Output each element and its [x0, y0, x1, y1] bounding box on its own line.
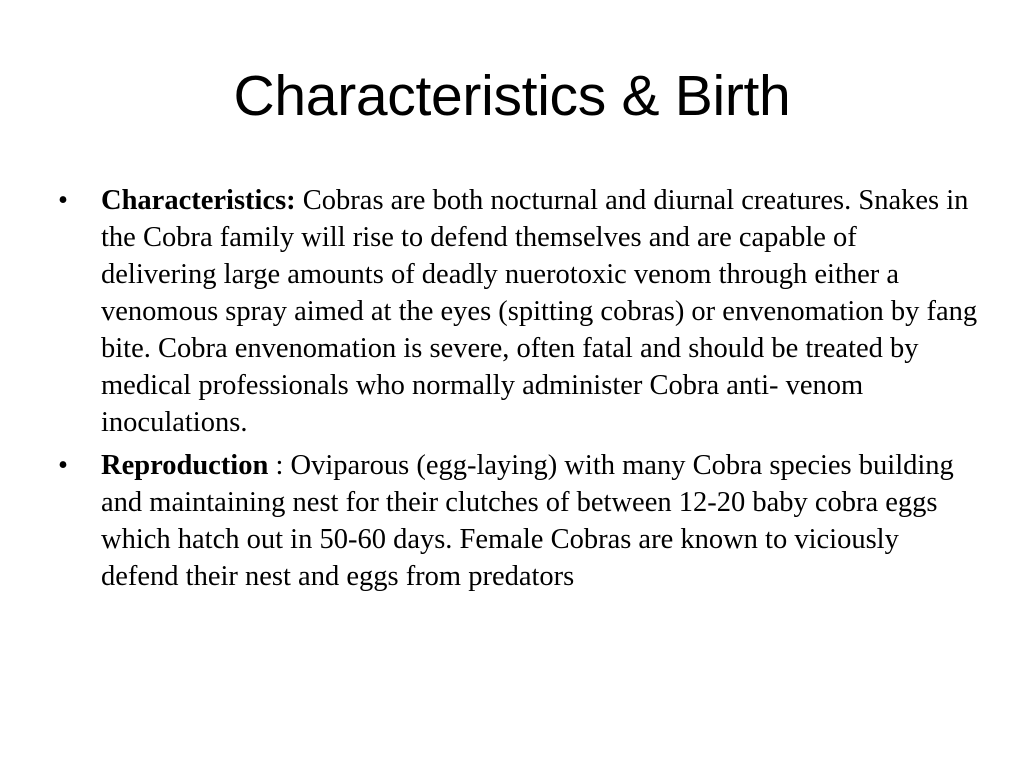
bullet-heading-reproduction: Reproduction — [101, 450, 269, 481]
bullet-reproduction — [58, 447, 978, 595]
bullet-marker: • — [58, 185, 68, 216]
bullet-marker: • — [58, 450, 68, 481]
bullet-text-reproduction: : Oviparous (egg-laying) with many Cobra species building and maintaining nest for their clutches of between 12-20 baby cobra eggs which hatch out in 50-60 days. Female Cobras are known to viciously defend their nest and eggs from predators — [101, 450, 954, 592]
bullet-heading-characteristics: Characteristics: — [101, 185, 296, 216]
bullet-list — [58, 182, 978, 601]
bullet-text-characteristics: Cobras are both nocturnal and diurnal creatures. Snakes in the Cobra family will rise to defend themselves and are capable of delivering large amounts of deadly nuerotoxic venom through either a venomous spray aimed at the eyes (spitting cobras) or envenomation by fang bite. Cobra envenomation is severe, often fatal and should be treated by medical professionals who normally administer Cobra anti- venom inoculations. — [101, 185, 978, 438]
slide-title: Characteristics & Birth — [233, 64, 791, 128]
bullet-characteristics — [58, 182, 978, 441]
